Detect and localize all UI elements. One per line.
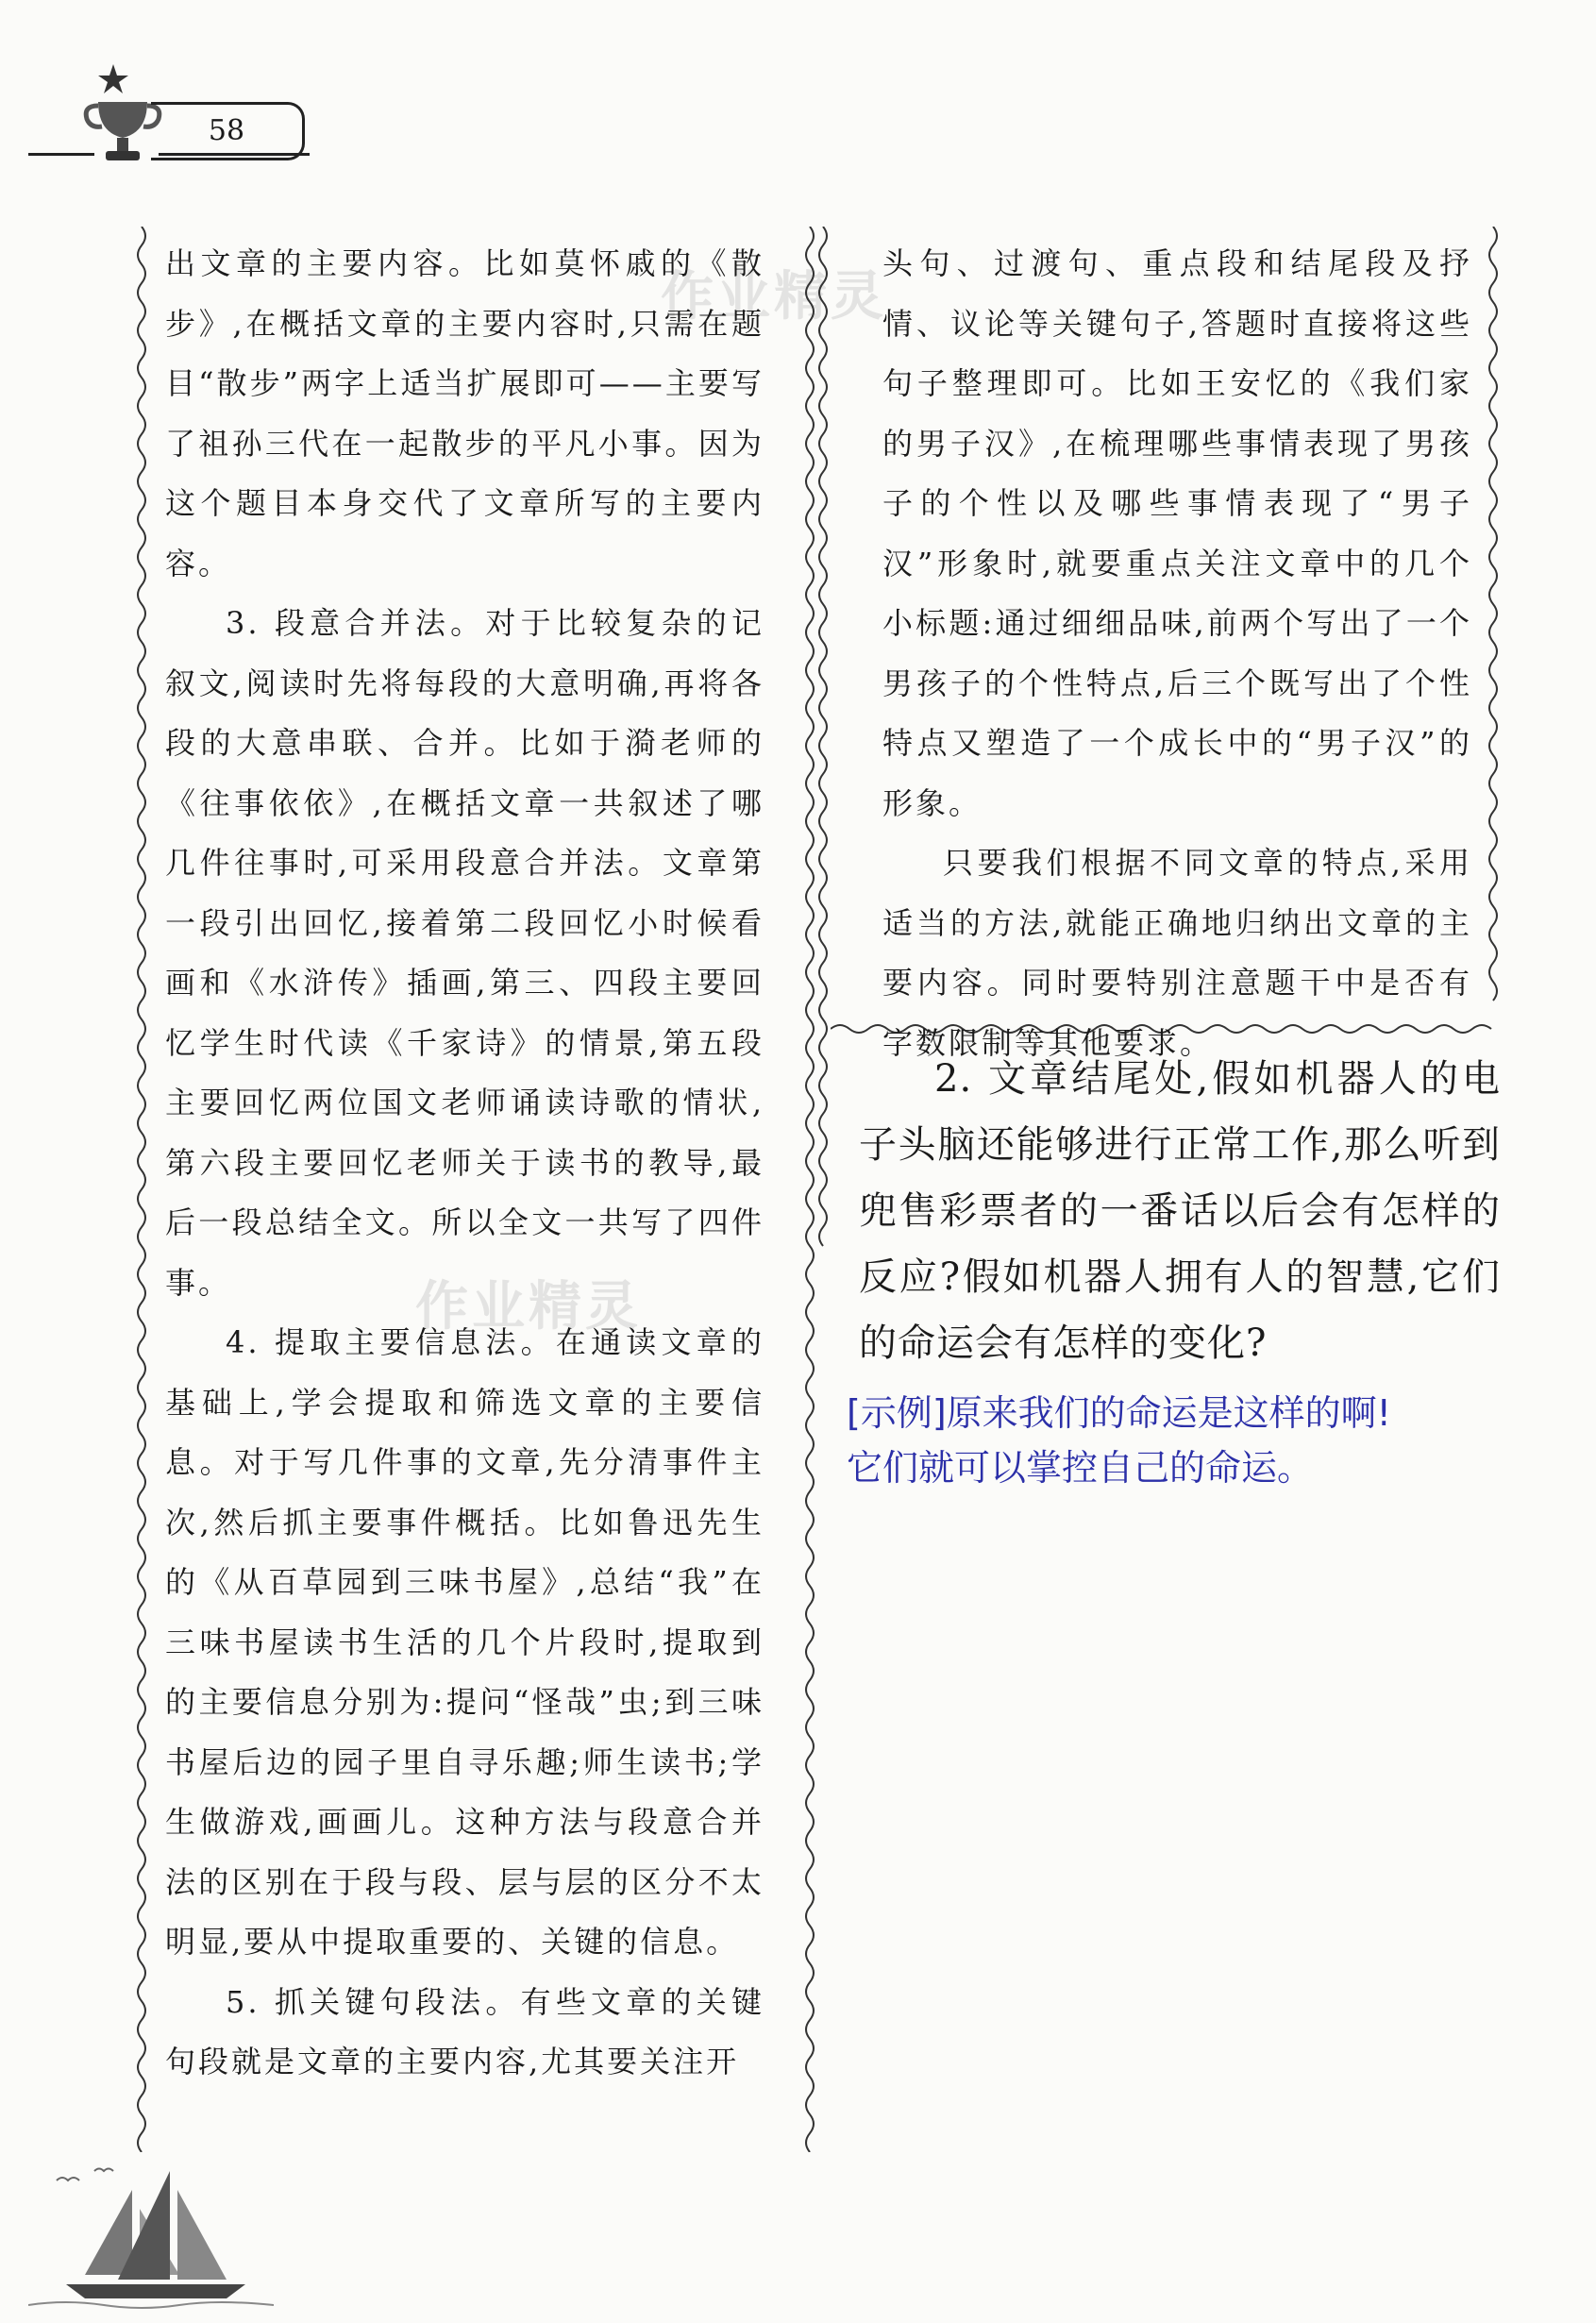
page-number: 58 <box>151 102 305 160</box>
paragraph: 4. 提取主要信息法。在通读文章的基础上,学会提取和筛选文章的主要信息。对于写几件事的文章,先分清事件主次,然后抓主要事件概括。比如鲁迅先生的《从百草园到三味书屋》,总结“我”在三味书屋读书生活的几个片段时,提取到的主要信息分别为:提问“怪哉”虫;到三味书屋后边的园子里自寻乐趣;师生读书;学生做游戏,画画儿。这种方法与段意合并法的区别在于段与段、层与层的区分不太明显,要从中提取重要的、关键的信息。 <box>165 1324 764 1960</box>
question-block <box>859 1046 1501 1376</box>
answer-block <box>847 1386 1507 1495</box>
question-text: 2. 文章结尾处,假如机器人的电子头脑还能够进行正常工作,那么听到兜售彩票者的一番话以后会有怎样的反应?假如机器人拥有人的智慧,它们的命运会有怎样的变化? <box>859 1057 1501 1365</box>
paragraph: 5. 抓关键句段法。有些文章的关键句段就是文章的主要内容,尤其要关注开 <box>165 1983 764 2079</box>
left-wavy-border <box>134 227 149 2152</box>
center-wavy-border <box>802 227 831 2152</box>
paragraph: 只要我们根据不同文章的特点,采用适当的方法,就能正确地归纳出文章的主要内容。同时要特别注意题干中是否有字数限制等其他要求。 <box>882 845 1472 1061</box>
answer-line: 它们就可以掌控自己的命运。 <box>847 1447 1314 1489</box>
left-column-text <box>165 234 764 2093</box>
watermark: 作业精灵 <box>415 1276 642 1338</box>
answer-line: [示例]原来我们的命运是这样的啊! <box>847 1392 1391 1434</box>
paragraph: 出文章的主要内容。比如莫怀戚的《散步》,在概括文章的主要内容时,只需在题目“散步”两字上适当扩展即可——主要写了祖孙三代在一起散步的平凡小事。因为这个题目本身交代了文章所写的主要内容。 <box>165 245 764 581</box>
paragraph: 3. 段意合并法。对于比较复杂的记叙文,阅读时先将每段的大意明确,再将各段的大意串联、合并。比如于漪老师的《往事依依》,在概括文章一共叙述了哪几件往事时,可采用段意合并法。文章第一段引出回忆,接着第二段回忆小时候看画和《水浒传》插画,第三、四段主要回忆学生时代读《千家诗》的情景,第五段主要回忆两位国文老师诵读诗歌的情状,第六段主要回忆老师关于读书的教导,最后一段总结全文。所以全文一共写了四件事。 <box>165 605 764 1301</box>
watermark: 作业精灵 <box>661 266 887 328</box>
sailboat-icon <box>28 2152 274 2313</box>
paragraph: 头句、过渡句、重点段和结尾段及抒情、议论等关键句子,答题时直接将这些句子整理即可。比如王安忆的《我们家的男子汉》,在梳理哪些事情表现了男孩子的个性以及哪些事情表现了“男子汉”形象时,就要重点关注文章中的几个小标题:通过细细品味,前两个写出了一个男孩子的个性特点,后三个既写出了个性特点又塑造了一个成长中的“男子汉”的形象。 <box>882 245 1472 821</box>
right-box-text <box>882 234 1472 1073</box>
